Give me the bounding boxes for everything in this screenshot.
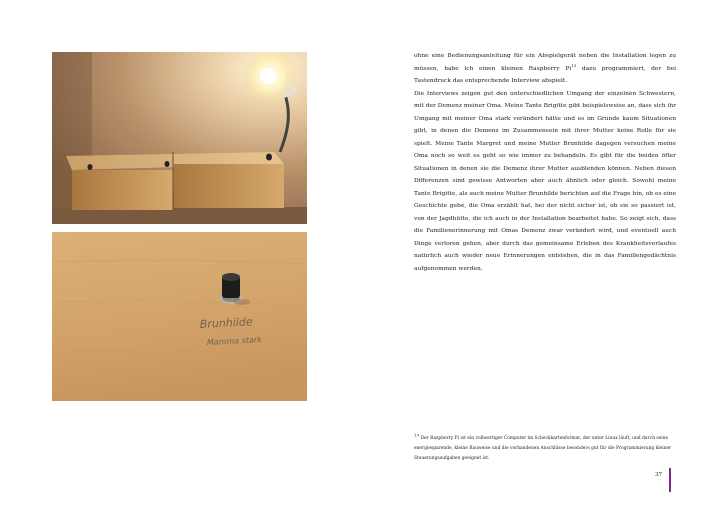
handwriting-note: Mamma stark — [206, 335, 262, 347]
page-number-accent-bar — [669, 468, 671, 492]
knob-detail-photo — [52, 232, 307, 401]
footnote-text: Der Raspberry Pi ist ein vollwertiger Computer im Scheckkartenformat, der unter Linux läuft, und durch seine energiesparende, kleine Bauweise und die vorhandenen Anschlüsse besonders gut für die Programmierung kleiner Steuerungsaufgaben geeignet ist. — [414, 436, 672, 462]
body-text — [414, 50, 676, 275]
footnote-reference[interactable]: 13 — [571, 62, 577, 68]
installation-photo — [52, 52, 307, 224]
paragraph-2: Die Interviews zeigen gut den unterschiedlichen Umgang der einzelnen Schwestern, mit der Demenz meiner Oma. Meine Tante Brigitte gibt beispielsweise an, dass sich ihr Umgang mit meiner Oma stark verändert hätte und es im Grunde kaum Situationen gibt, in denen die Demenz im Zusammensein mit ihrer Mutter keine Rolle für sie spielt. Meine Tante Margret und meine Mutter Brunhilde dagegen versuchen meine Oma noch so weit es geht so wie immer zu behandeln. Es gibt für die beiden öfter Situationen in denen sie die Demenz ihrer Mutter ausblenden können. Neben diesen Differenzen sind gewisse Antworten aber auch ähnlich oder gleich. Sowohl meine Tante Brigitte, als auch meine Mutter Brunhilde berichten auf die Frage hin, ob es eine Geschichte gebe, die Oma erzählt hat, bei der nicht sicher ist, ob sie so passiert ist, von der Jagdhütte, die ich auch in der Installation bearbeitet habe. So zeigt sich, dass die Familienerinnerung mit Omas Demenz zwar verändert wird, und eventuell auch Dinge verloren gehen, aber durch das gemeinsame Erleben des Krankheitsverlaufes natürlich auch wieder neue Erinnerungen entstehen, die in das Familiengedächtnis aufgenommen werden. — [414, 90, 676, 272]
footnote — [414, 434, 676, 465]
footnote-number: 13 — [414, 432, 420, 438]
page-number: 37 — [655, 472, 662, 478]
handwriting-name: Brunhilde — [199, 315, 253, 331]
paragraph-1: ohne eine Bedienungsanleitung für ein Abspielgerät neben die Installation legen zu müssen, habe ich einen kleinen Raspberry Pi$^{13}$ dazu programmiert, der bei Tastendruck das entsprechende Interview abspielt. — [414, 53, 676, 84]
